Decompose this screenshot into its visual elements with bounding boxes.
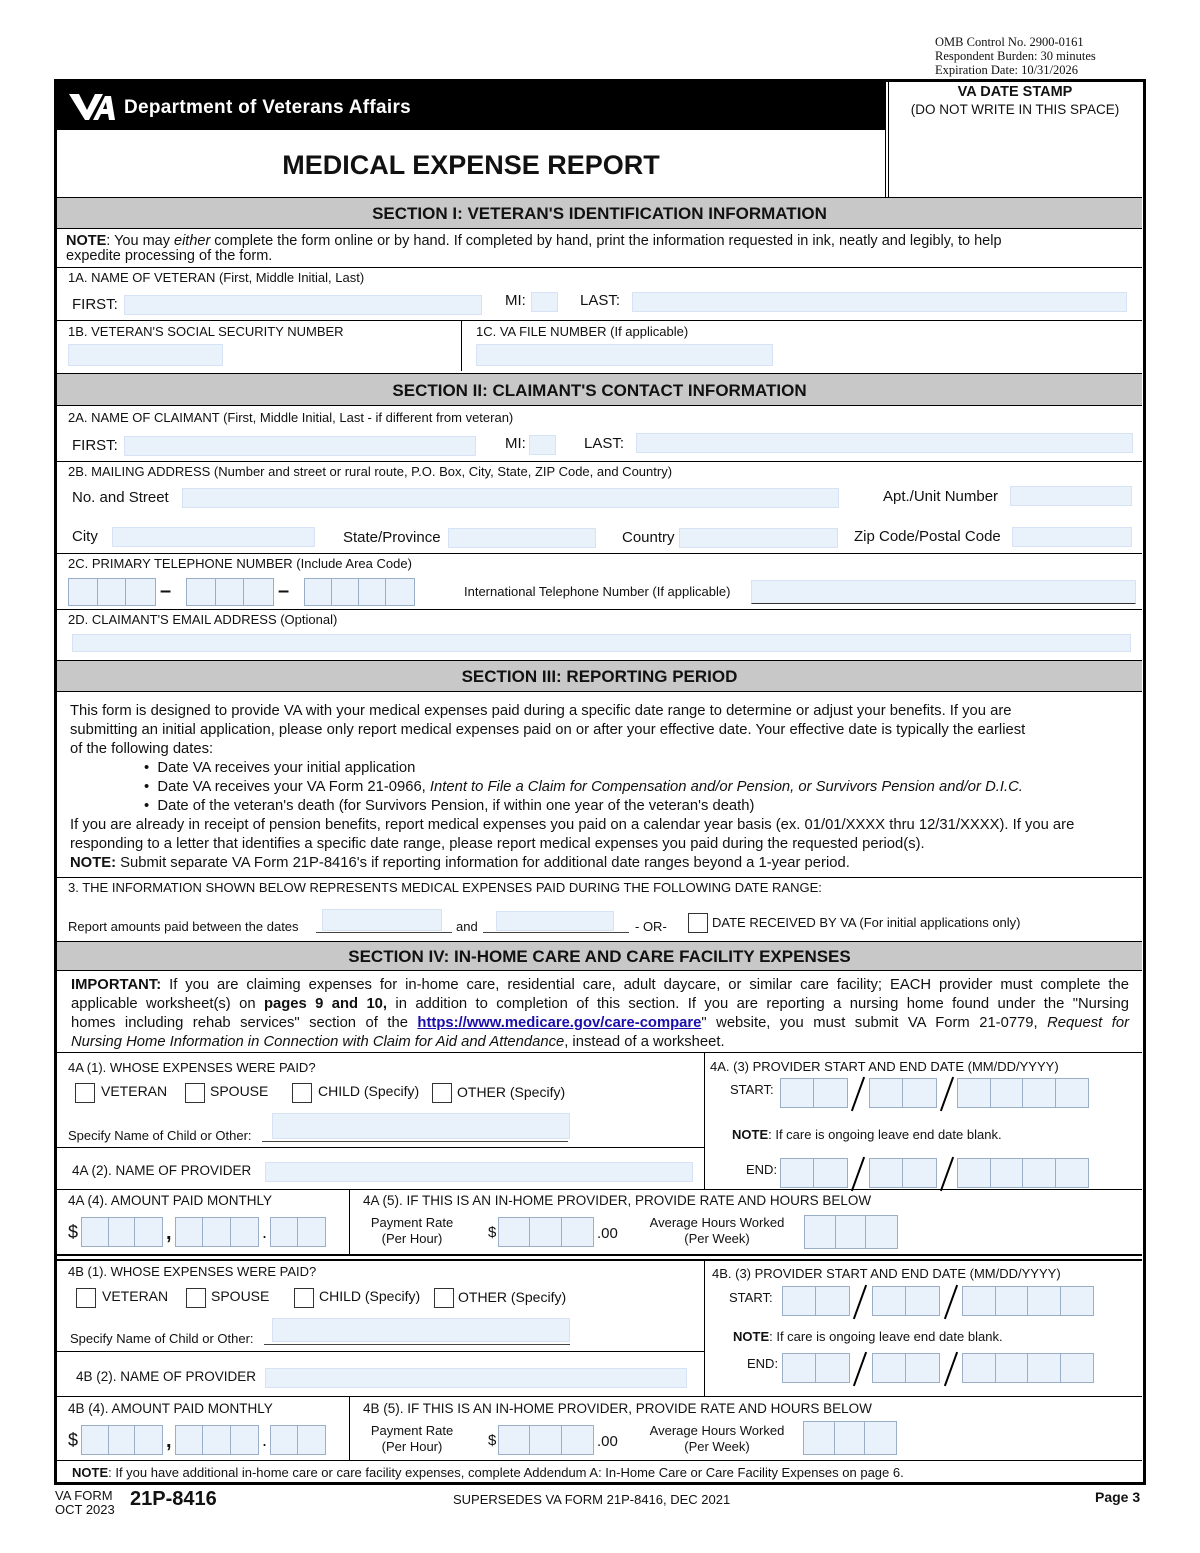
4a-label-provider: 4A (2). NAME OF PROVIDER [72,1163,252,1178]
divider [704,1052,705,1189]
section-1-header: SECTION I: VETERAN'S IDENTIFICATION INFORMATION [57,197,1142,229]
section-3-header: SECTION III: REPORTING PERIOD [57,660,1142,692]
4a-other-checkbox[interactable] [432,1083,452,1103]
divider [349,1396,350,1460]
imp-line-1 [71,976,1129,995]
rule [57,1259,1142,1261]
underline [262,1141,568,1142]
imp-text-3a: homes including rehab services" section of the [71,1015,418,1031]
rule [57,1147,704,1148]
section-4-header: SECTION IV: IN-HOME CARE AND CARE FACILITY EXPENSES [57,941,1142,971]
4b-label-dates: 4B. (3) PROVIDER START AND END DATE (MM/DD/YYYY) [712,1266,1061,1281]
bullet-1: • Date VA receives your initial application [144,760,416,776]
rule [57,1052,1142,1053]
veteran-first-name-input[interactable] [124,295,482,315]
4a-label-start: START: [730,1082,774,1097]
date-received-checkbox[interactable] [688,913,708,933]
4a-label-other: OTHER (Specify) [457,1084,566,1100]
4b-label-provider: 4B (2). NAME OF PROVIDER [76,1369,257,1384]
4a-hours-line2: (Per Week) [684,1231,750,1246]
label-1b: 1B. VETERAN'S SOCIAL SECURITY NUMBER [68,324,344,339]
label-and: and [456,919,478,934]
4b-comma: , [166,1430,172,1452]
4a-dollar: $ [68,1222,79,1242]
4b-amount-hundreds-input[interactable] [175,1425,259,1455]
bullet-2-text: Date VA receives your VA Form 21-0966, [157,779,430,795]
apt-input[interactable] [1010,486,1132,506]
4b-dot: . [262,1430,268,1450]
note-label: NOTE [66,233,107,249]
section-2-header: SECTION II: CLAIMANT'S CONTACT INFORMATION [57,373,1142,406]
4b-label-child: CHILD (Specify) [319,1288,421,1304]
rule [57,1351,704,1352]
reporting-text-3: of the following dates: [70,741,214,757]
section-4-important [71,976,1129,1052]
4b-veteran-checkbox[interactable] [76,1288,96,1308]
label-1a: 1A. NAME OF VETERAN (First, Middle Initial, Last) [68,270,365,285]
date-range-start-input[interactable] [322,909,442,931]
omb-control: OMB Control No. 2900-0161 [935,35,1084,49]
label-4b1: 4B (1). WHOSE EXPENSES WERE PAID? [68,1264,317,1279]
label-4a1: 4A (1). WHOSE EXPENSES WERE PAID? [68,1060,316,1075]
reporting-note [70,854,1140,873]
4a-amount-thousands-input[interactable] [81,1217,163,1247]
label-city: City [72,528,98,545]
label-1c: 1C. VA FILE NUMBER (If applicable) [476,324,689,339]
4a-rate-input[interactable] [498,1217,594,1247]
label-2a: 2A. NAME OF CLAIMANT (First, Middle Initial, Last - if different from veteran) [68,410,514,425]
underline [316,932,452,933]
4b-rate-cents: .00 [597,1433,618,1450]
4b-rate-line1: Payment Rate [370,1423,454,1438]
va-header-bar [57,82,885,129]
label-or: - OR- [635,919,667,934]
email-input[interactable] [72,634,1131,652]
4a-comma: , [166,1222,172,1244]
underline [483,932,629,933]
4a-dot: . [262,1222,268,1242]
4a-note-label: NOTE [732,1127,769,1142]
4b-label-rate [365,1423,459,1455]
rule [57,1254,1142,1256]
note-text-c: expedite processing of the form. [66,248,273,264]
country-input[interactable] [679,528,838,548]
imp-text-2a: applicable worksheet(s) on [71,996,264,1012]
note-text-b: complete the form online or by hand. If completed by hand, print the information requested in ink, neatly and legibly, to help [210,233,1002,249]
rule [57,267,1142,268]
4b-end-note [733,1329,1003,1344]
state-input[interactable] [448,528,596,548]
department-name: Department of Veterans Affairs [124,97,412,118]
label-mi-2: MI: [505,435,526,452]
4b-spouse-checkbox[interactable] [186,1288,206,1308]
4b-provider-input[interactable] [265,1368,687,1388]
bullet-2: • Date VA receives your VA Form 21-0966, Intent to File a Claim for Compensation and/or Pension, or Survivors Pension and/or D.I.C. [144,779,1023,795]
claimant-first-name-input[interactable] [124,436,476,456]
4b-start-day-input[interactable] [872,1286,940,1316]
4a-amount-hundreds-input[interactable] [175,1217,259,1247]
reporting-text-5: responding to a letter that identifies a specific date range, please report medical expenses you paid during the requested period(s). [70,836,925,852]
imp-text-4em: Nursing Home Information in Connection with Claim for Aid and Attendance [71,1034,565,1050]
note-text-a: : You may [106,233,174,249]
label-first-2: FIRST: [72,437,118,454]
footer-date: OCT 2023 [55,1502,115,1517]
label-2c: 2C. PRIMARY TELEPHONE NUMBER (Include Area Code) [68,556,412,571]
reporting-text-1: This form is designed to provide VA with your medical expenses paid during a specific date range to determine or adjust your benefits. If you are [70,703,1012,719]
4b-rate-input[interactable] [498,1425,594,1455]
label-3: 3. THE INFORMATION SHOWN BELOW REPRESENTS MEDICAL EXPENSES PAID DURING THE FOLLOWING DATE RANGE: [68,880,822,895]
4b-label-hours [642,1423,792,1455]
4b-amount-thousands-input[interactable] [81,1425,163,1455]
4b-label-veteran: VETERAN [102,1288,169,1304]
label-last: LAST: [580,292,621,309]
section-3-body [70,702,1140,873]
4a-rate-line1: Payment Rate [370,1215,454,1230]
stamp-subtitle: (DO NOT WRITE IN THIS SPACE) [910,102,1120,117]
street-input[interactable] [182,488,839,508]
4a-label-specify: Specify Name of Child or Other: [68,1128,252,1143]
4a-veteran-checkbox[interactable] [75,1083,95,1103]
label-first: FIRST: [72,296,118,313]
4a-label-hours [642,1215,792,1247]
label-apt: Apt./Unit Number [883,488,999,505]
imp-text-3em: Request for [1047,1015,1129,1031]
4a-hours-input[interactable] [804,1215,898,1249]
4b-child-checkbox[interactable] [294,1288,314,1308]
4b-end-year-input[interactable] [962,1353,1094,1383]
bullet-2-em: Intent to File a Claim for Compensation and/or Pension, or Survivors Pension and/or D.I.C. [429,779,1023,795]
city-input[interactable] [112,527,315,547]
reporting-note-text: Submit separate VA Form 21P-8416's if reporting information for additional date ranges beyond a 1-year period. [116,855,850,871]
4b-note-label: NOTE [733,1329,770,1344]
4a-specify-input[interactable] [272,1113,570,1139]
veteran-last-name-input[interactable] [632,292,1127,312]
imp-label: IMPORTANT: [71,977,162,993]
phone-area-code-input[interactable] [68,578,156,606]
imp-text-2b: pages 9 and 10, [263,996,388,1012]
4b-end-day-input[interactable] [872,1353,940,1383]
4b-hours-line2: (Per Week) [684,1439,750,1454]
label-2d: 2D. CLAIMANT'S EMAIL ADDRESS (Optional) [68,612,338,627]
4a-label-inhome: 4A (5). IF THIS IS AN IN-HOME PROVIDER, PROVIDE RATE AND HOURS BELOW [363,1193,872,1208]
4b-hours-line1: Average Hours Worked [649,1423,785,1438]
label-2b: 2B. MAILING ADDRESS (Number and street or rural route, P.O. Box, City, State, ZIP Code, and Country) [68,464,673,479]
section-1-note [66,234,1136,264]
4b-specify-input[interactable] [272,1318,570,1342]
header-bottom-rule [57,129,885,130]
4a-label-end: END: [746,1162,778,1177]
form-title: MEDICAL EXPENSE REPORT [282,150,660,180]
4b-start-month-input[interactable] [782,1286,850,1316]
section-4-footnote [72,1465,904,1480]
4a-label-rate [365,1215,459,1247]
footer-form-number: 21P-8416 [130,1488,217,1510]
4a-hours-line1: Average Hours Worked [649,1215,785,1230]
bullet-1-text: Date VA receives your initial application [157,760,416,776]
reporting-text-2: submitting an initial application, please only report medical expenses paid on or after your effective date. Your effective date is typically the earliest [70,722,1026,738]
4a-end-month-input[interactable] [780,1158,848,1188]
rule [57,609,1142,610]
4a-start-year-input[interactable] [957,1078,1089,1108]
header-divider [885,82,886,197]
imp-line-2 [71,995,1129,1014]
rule [57,320,1142,321]
underline [264,1344,570,1345]
4a-rate-dollar: $ [488,1224,497,1241]
phone-dash-1: – [160,580,172,602]
label-last-2: LAST: [584,435,625,452]
stamp-title: VA DATE STAMP [957,84,1073,100]
date-range-end-input[interactable] [496,911,614,931]
rule [57,1189,1142,1190]
4a-start-month-input[interactable] [780,1078,848,1108]
veteran-mi-input[interactable] [531,292,558,312]
label-street: No. and Street [72,489,169,506]
imp-text-3b: " website, you must submit VA Form 21-0779, [701,1015,1048,1031]
label-intl-phone: International Telephone Number (If applicable) [464,584,731,599]
footnote-text: : If you have additional in-home care or care facility expenses, complete Addendum A: In-Home Care or Care Facility Expenses on page 6. [108,1465,904,1480]
note-text-em: either [174,233,211,249]
phone-line-input[interactable] [304,578,415,606]
4a-note-text: : If care is ongoing leave end date blank. [768,1127,1002,1142]
claimant-mi-input[interactable] [529,435,556,455]
reporting-text-4: If you are already in receipt of pension benefits, report medical expenses you paid on a calendar year basis (ex. 01/01/XXXX thru 12/31/XXXX). If you are [70,817,1075,833]
4a-rate-cents: .00 [597,1225,618,1242]
rule [57,1460,1142,1461]
label-zip: Zip Code/Postal Code [854,528,1001,545]
4b-amount-cents-input[interactable] [270,1425,326,1455]
footer-supersedes: SUPERSEDES VA FORM 21P-8416, DEC 2021 [453,1492,731,1507]
imp-text-1: If you are claiming expenses for in-home care, residential care, adult daycare, or similar care facility; EACH provider must complete the [161,977,1129,993]
medicare-care-compare-link[interactable]: https://www.medicare.gov/care-compare [417,1015,702,1031]
divider [704,1261,705,1396]
imp-text-2c: in addition to completion of this section. If you are reporting a nursing home found under the "Nursing [387,996,1129,1012]
4b-label-start: START: [729,1290,773,1305]
footer-page: Page 3 [1095,1489,1141,1505]
phone-prefix-input[interactable] [186,578,274,606]
va-file-number-input[interactable] [476,344,773,366]
bullet-3: • Date of the veteran's death (for Survivors Pension, if within one year of the veteran's death) [144,798,755,814]
4b-label-inhome: 4B (5). IF THIS IS AN IN-HOME PROVIDER, PROVIDE RATE AND HOURS BELOW [363,1401,872,1416]
4a-start-day-input[interactable] [869,1078,937,1108]
4a-spouse-checkbox[interactable] [185,1083,205,1103]
imp-line-4 [71,1033,1129,1052]
footnote-label: NOTE [72,1465,109,1480]
4b-label-specify: Specify Name of Child or Other: [70,1331,254,1346]
imp-text-4b: , instead of a worksheet. [564,1034,725,1050]
4b-label-amount: 4B (4). AMOUNT PAID MONTHLY [68,1401,273,1416]
claimant-last-name-input[interactable] [636,433,1133,453]
4b-rate-dollar: $ [488,1432,497,1449]
4b-start-year-input[interactable] [962,1286,1094,1316]
4b-label-spouse: SPOUSE [211,1288,270,1304]
4b-note-text: : If care is ongoing leave end date blank. [769,1329,1003,1344]
4a-child-checkbox[interactable] [292,1083,312,1103]
4a-rate-line2: (Per Hour) [381,1231,443,1246]
4b-dollar: $ [68,1430,79,1450]
4a-provider-input[interactable] [265,1162,693,1182]
veteran-ssn-input[interactable] [68,344,223,366]
bullet-3-text: Date of the veteran's death (for Survivors Pension, if within one year of the veteran's death) [157,798,755,814]
4a-end-note [732,1127,1002,1142]
4b-hours-input[interactable] [803,1421,897,1455]
4a-end-year-input[interactable] [957,1158,1089,1188]
4a-label-child: CHILD (Specify) [318,1083,420,1099]
imp-line-3 [71,1014,1129,1033]
4b-other-checkbox[interactable] [434,1288,454,1308]
omb-expiration: Expiration Date: 10/31/2026 [935,63,1079,77]
rule [57,877,1142,878]
label-between: Report amounts paid between the dates [68,919,299,934]
footer-va-form: VA FORM [55,1488,113,1503]
4b-label-end: END: [747,1356,779,1371]
rule [57,1396,1142,1397]
4a-label-spouse: SPOUSE [210,1083,269,1099]
divider [349,1189,350,1254]
omb-burden: Respondent Burden: 30 minutes [935,49,1096,63]
intl-phone-input[interactable] [751,580,1136,604]
4a-amount-cents-input[interactable] [270,1217,326,1247]
omb-info [935,35,1096,77]
rule [57,553,1142,554]
va-logo-icon [67,90,117,122]
4a-label-dates: 4A. (3) PROVIDER START AND END DATE (MM/DD/YYYY) [710,1059,1059,1074]
reporting-note-label: NOTE: [70,855,117,871]
label-date-received: DATE RECEIVED BY VA (For initial applications only) [712,915,1021,930]
label-country: Country [622,529,675,546]
label-state: State/Province [343,529,441,546]
4b-end-month-input[interactable] [782,1353,850,1383]
label-mi: MI: [505,292,526,309]
divider [461,320,462,371]
phone-dash-2: – [278,580,290,602]
4a-end-day-input[interactable] [869,1158,937,1188]
4b-rate-line2: (Per Hour) [381,1439,443,1454]
4a-label-amount: 4A (4). AMOUNT PAID MONTHLY [68,1193,273,1208]
4a-label-veteran: VETERAN [101,1083,168,1099]
4b-label-other: OTHER (Specify) [458,1289,567,1305]
rule [57,461,1142,462]
zip-input[interactable] [1012,527,1132,547]
